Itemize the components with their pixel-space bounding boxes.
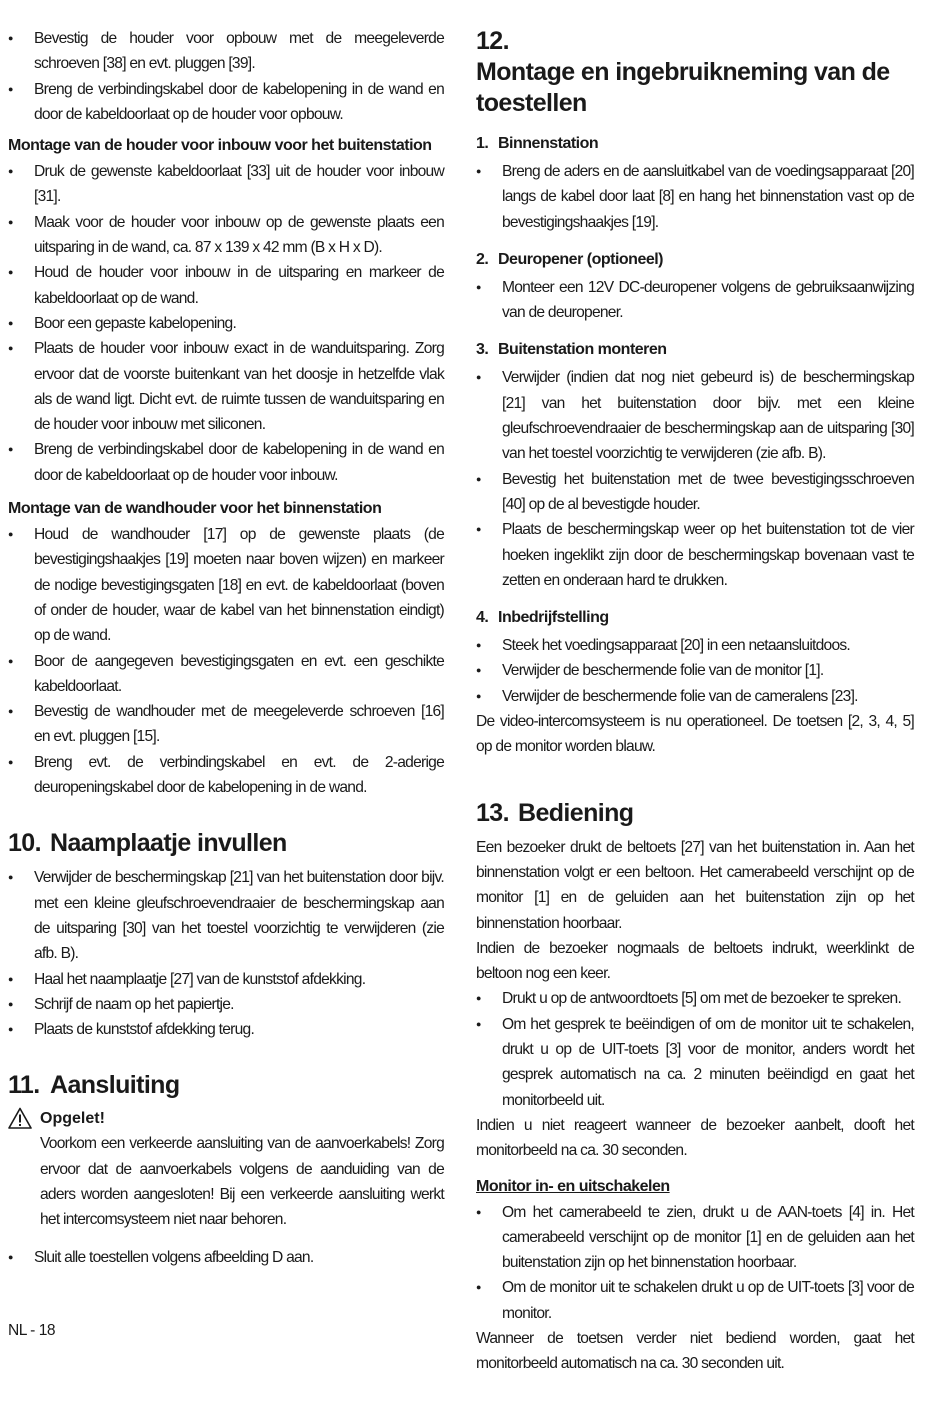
list-item: ● Om de monitor uit te schakelen drukt u op de UIT-toets [3] voor de monitor. [476,1275,914,1326]
monitor-bullet-list [476,1200,914,1326]
chapter-heading-12 [476,26,914,119]
list-item: ● Bevestig de houder voor opbouw met de meegeleverde schroeven [38] en evt. pluggen [39]. [8,26,444,77]
subsection-heading-deuropener [476,249,914,271]
list-item: ● Breng de aders en de aansluitkabel van de voedingsapparaat [20] langs de kabel door laat [8] en hang het binnenstation vast op de bevestigingshaakjes [19]. [476,159,914,235]
list-item: ● Plaats de kunststof afdekking terug. [8,1017,444,1042]
subsection-title: Buitenstation monteren [498,341,667,359]
warning-title: Opgelet! [40,1110,105,1128]
subsection-title: Inbedrijfstelling [498,609,609,627]
list-item: ● Druk de gewenste kabeldoorlaat [33] uit de houder voor inbouw [31]. [8,159,444,210]
list-item: ● Verwijder (indien dat nog niet gebeurd is) de beschermingskap [21] van het buitenstation door bijv. met een kleine gleufschroevendraaier de beschermingskap aan de uitsparing [30] van het toestel voorzichtig te verwijderen (zie afb. B). [476,365,914,466]
intro-bullet-list [8,26,444,127]
chapter-number: 12. [476,27,509,55]
list-item: ● Om het camerabeeld te zien, drukt u de AAN-toets [4] in. Het camerabeeld verschijnt op de monitor [1] en de geluiden aan het buitenstation zijn op het binnenstation hoorbaar. [476,1200,914,1276]
chapter-title-line: toestellen [476,89,587,117]
chapter-title-line: Montage en ingebruikneming van de [476,58,890,86]
subsection-title: Binnenstation [498,135,599,152]
list-item: ● Plaats de houder voor inbouw exact in de wanduitsparing. Zorg ervoor dat de voorste buitenkant van het doosje in hetzelfde vlak als de wand ligt. Dicht evt. de ruimte tussen de wanduitsparing en de houder voor inbouw met siliconen. [8,336,444,437]
subsection-number: 3. [476,341,489,359]
subsection-heading-buitenstation [476,339,914,361]
list-item: ● Bevestig het buitenstation met de twee bevestigingsschroeven [40] op de al bevestigde houder. [476,467,914,518]
list-item: ● Verwijder de beschermende folie van de cameralens [23]. [476,684,914,709]
chapter-number: 11. [8,1071,40,1100]
chapter-heading-10 [8,828,444,859]
sec10-bullet-list [8,865,444,1042]
subsection-number: 4. [476,609,489,627]
chapter-title: Bediening [518,798,634,827]
paragraph: Indien u niet reageert wanneer de bezoeker aanbelt, dooft het monitorbeeld na ca. 30 seconden. [476,1116,914,1160]
list-item: ● Breng de verbindingskabel door de kabelopening in de wand en door de kabeldoorlaat op de houder voor inbouw. [8,437,444,488]
chapter-title: Aansluiting [50,1071,180,1100]
list-item: ● Plaats de beschermingskap weer op het buitenstation tot de vier hoeken ingeklikt zijn door de beschermingskap bovenaan vast te zetten en onderaan hard te drukken. [476,517,914,593]
wandhouder-bullet-list [8,522,444,800]
subsection-number: 1. [476,135,489,152]
list-item: ● Boor de aangegeven bevestigingsgaten en evt. een geschikte kabeldoorlaat. [8,649,444,700]
right-column [476,26,914,1377]
list-item: ● Houd de houder voor inbouw in de uitsparing en markeer de kabeldoorlaat op de wand. [8,260,444,311]
left-column [8,26,444,1270]
list-item: ● Verwijder de beschermingskap [21] van het buitenstation door bijv. met een kleine gleufschroevendraaier de beschermingskap aan de uitsparing [30] van het toestel voorzichtig te verwijderen (zie afb. B). [8,865,444,966]
list-item: ● Steek het voedingsapparaat [20] in een netaansluitdoos. [476,633,914,658]
list-item: ● Breng de verbindingskabel door de kabelopening in de wand en door de kabeldoorlaat op de houder voor opbouw. [8,77,444,128]
list-item: ● Haal het naamplaatje [27] van de kunststof afdekking. [8,967,444,992]
list-item: ● Monteer een 12V DC-deuropener volgens de gebruiksaanwijzing van de deuropener. [476,275,914,326]
warning-box [8,1107,444,1232]
list-item: ● Drukt u op de antwoordtoets [5] om met de bezoeker te spreken. [476,986,914,1011]
paragraph: Indien de bezoeker nogmaals de beltoets indrukt, weerklinkt de beltoon nog een keer. [476,939,914,983]
sub2-bullet-list [476,275,914,326]
sub4-bullet-list [476,633,914,709]
chapter-title [476,57,890,119]
section-heading-inbouw: Montage van de houder voor inbouw voor het buitenstation [8,137,432,155]
subsection-title: Deuropener (optioneel) [498,250,664,268]
list-item: ● Om het gesprek te beëindigen of om de monitor uit te schakelen, drukt u op de UIT-toets [3] voor de monitor, anders wordt het gesprek automatisch na ca. 2 minuten beëindigd en gaat het monitorbeeld uit. [476,1012,914,1113]
chapter-heading-11 [8,1070,444,1101]
paragraph: Wanneer de toetsen verder niet bediend worden, gaat het monitorbeeld automatisch na ca. 30 seconden uit. [476,1329,914,1373]
sec11-bullet-list [8,1245,444,1270]
list-item: ● Boor een gepaste kabelopening. [8,311,444,336]
subsection-number: 2. [476,250,489,268]
inbouw-bullet-list [8,159,444,488]
list-item: ● Houd de wandhouder [17] op de gewenste plaats (de bevestigingshaakjes [19] moeten naar boven wijzen) en markeer de nodige bevestigingsgaten [18] en evt. de kabeldoorlaat (boven of onder de houder, waar de kabel van het binnenstation eindigt) op de wand. [8,522,444,648]
sub3-bullet-list [476,365,914,593]
list-item: ● Schrijf de naam op het papiertje. [8,992,444,1017]
section-heading-monitor: Monitor in- en uitschakelen [476,1177,670,1195]
chapter-title: Naamplaatje invullen [50,829,287,858]
sub1-bullet-list [476,159,914,235]
list-item: ● Sluit alle toestellen volgens afbeelding D aan. [8,1245,444,1270]
chapter-number: 10. [8,829,41,858]
chapter-heading-13 [476,798,914,829]
list-item: ● Bevestig de wandhouder met de meegeleverde schroeven [16] en evt. pluggen [15]. [8,699,444,750]
list-item: ● Verwijder de beschermende folie van de monitor [1]. [476,658,914,683]
chapter-number: 13. [476,798,509,827]
paragraph: De video-intercomsysteem is nu operationeel. De toetsen [2, 3, 4, 5] op de monitor worden blauw. [476,713,914,756]
page-footer: NL - 18 [8,1322,56,1339]
section-heading-wandhouder: Montage van de wandhouder voor het binnenstation [8,500,382,518]
bediening-bullet-list [476,986,914,1112]
warning-triangle-icon [8,1107,32,1129]
paragraph: Een bezoeker drukt de beltoets [27] van het buitenstation in. Aan het binnenstation volgt er een beltoon. Het camerabeeld verschijnt op de monitor [1] en de geluiden aan het buitenstation zijn op het binnenstation hoorbaar. [476,838,914,932]
list-item: ● Maak voor de houder voor inbouw op de gewenste plaats een uitsparing in de wand, ca. 87 x 139 x 42 mm (B x H x D). [8,210,444,261]
subsection-heading-inbedrijfstelling [476,607,914,629]
list-item: ● Breng evt. de verbindingskabel en evt. de 2-aderige deuropeningskabel door de kabelopening in de wand. [8,750,444,801]
warning-text: Voorkom een verkeerde aansluiting van de aanvoerkabels! Zorg ervoor dat de aanvoerkabels volgens de aanduiding van de aders worden aangesloten! Bij een verkeerde aansluiting werkt het intercomsysteem niet naar behoren. [40,1135,444,1229]
subsection-heading-binnenstation [476,133,914,155]
